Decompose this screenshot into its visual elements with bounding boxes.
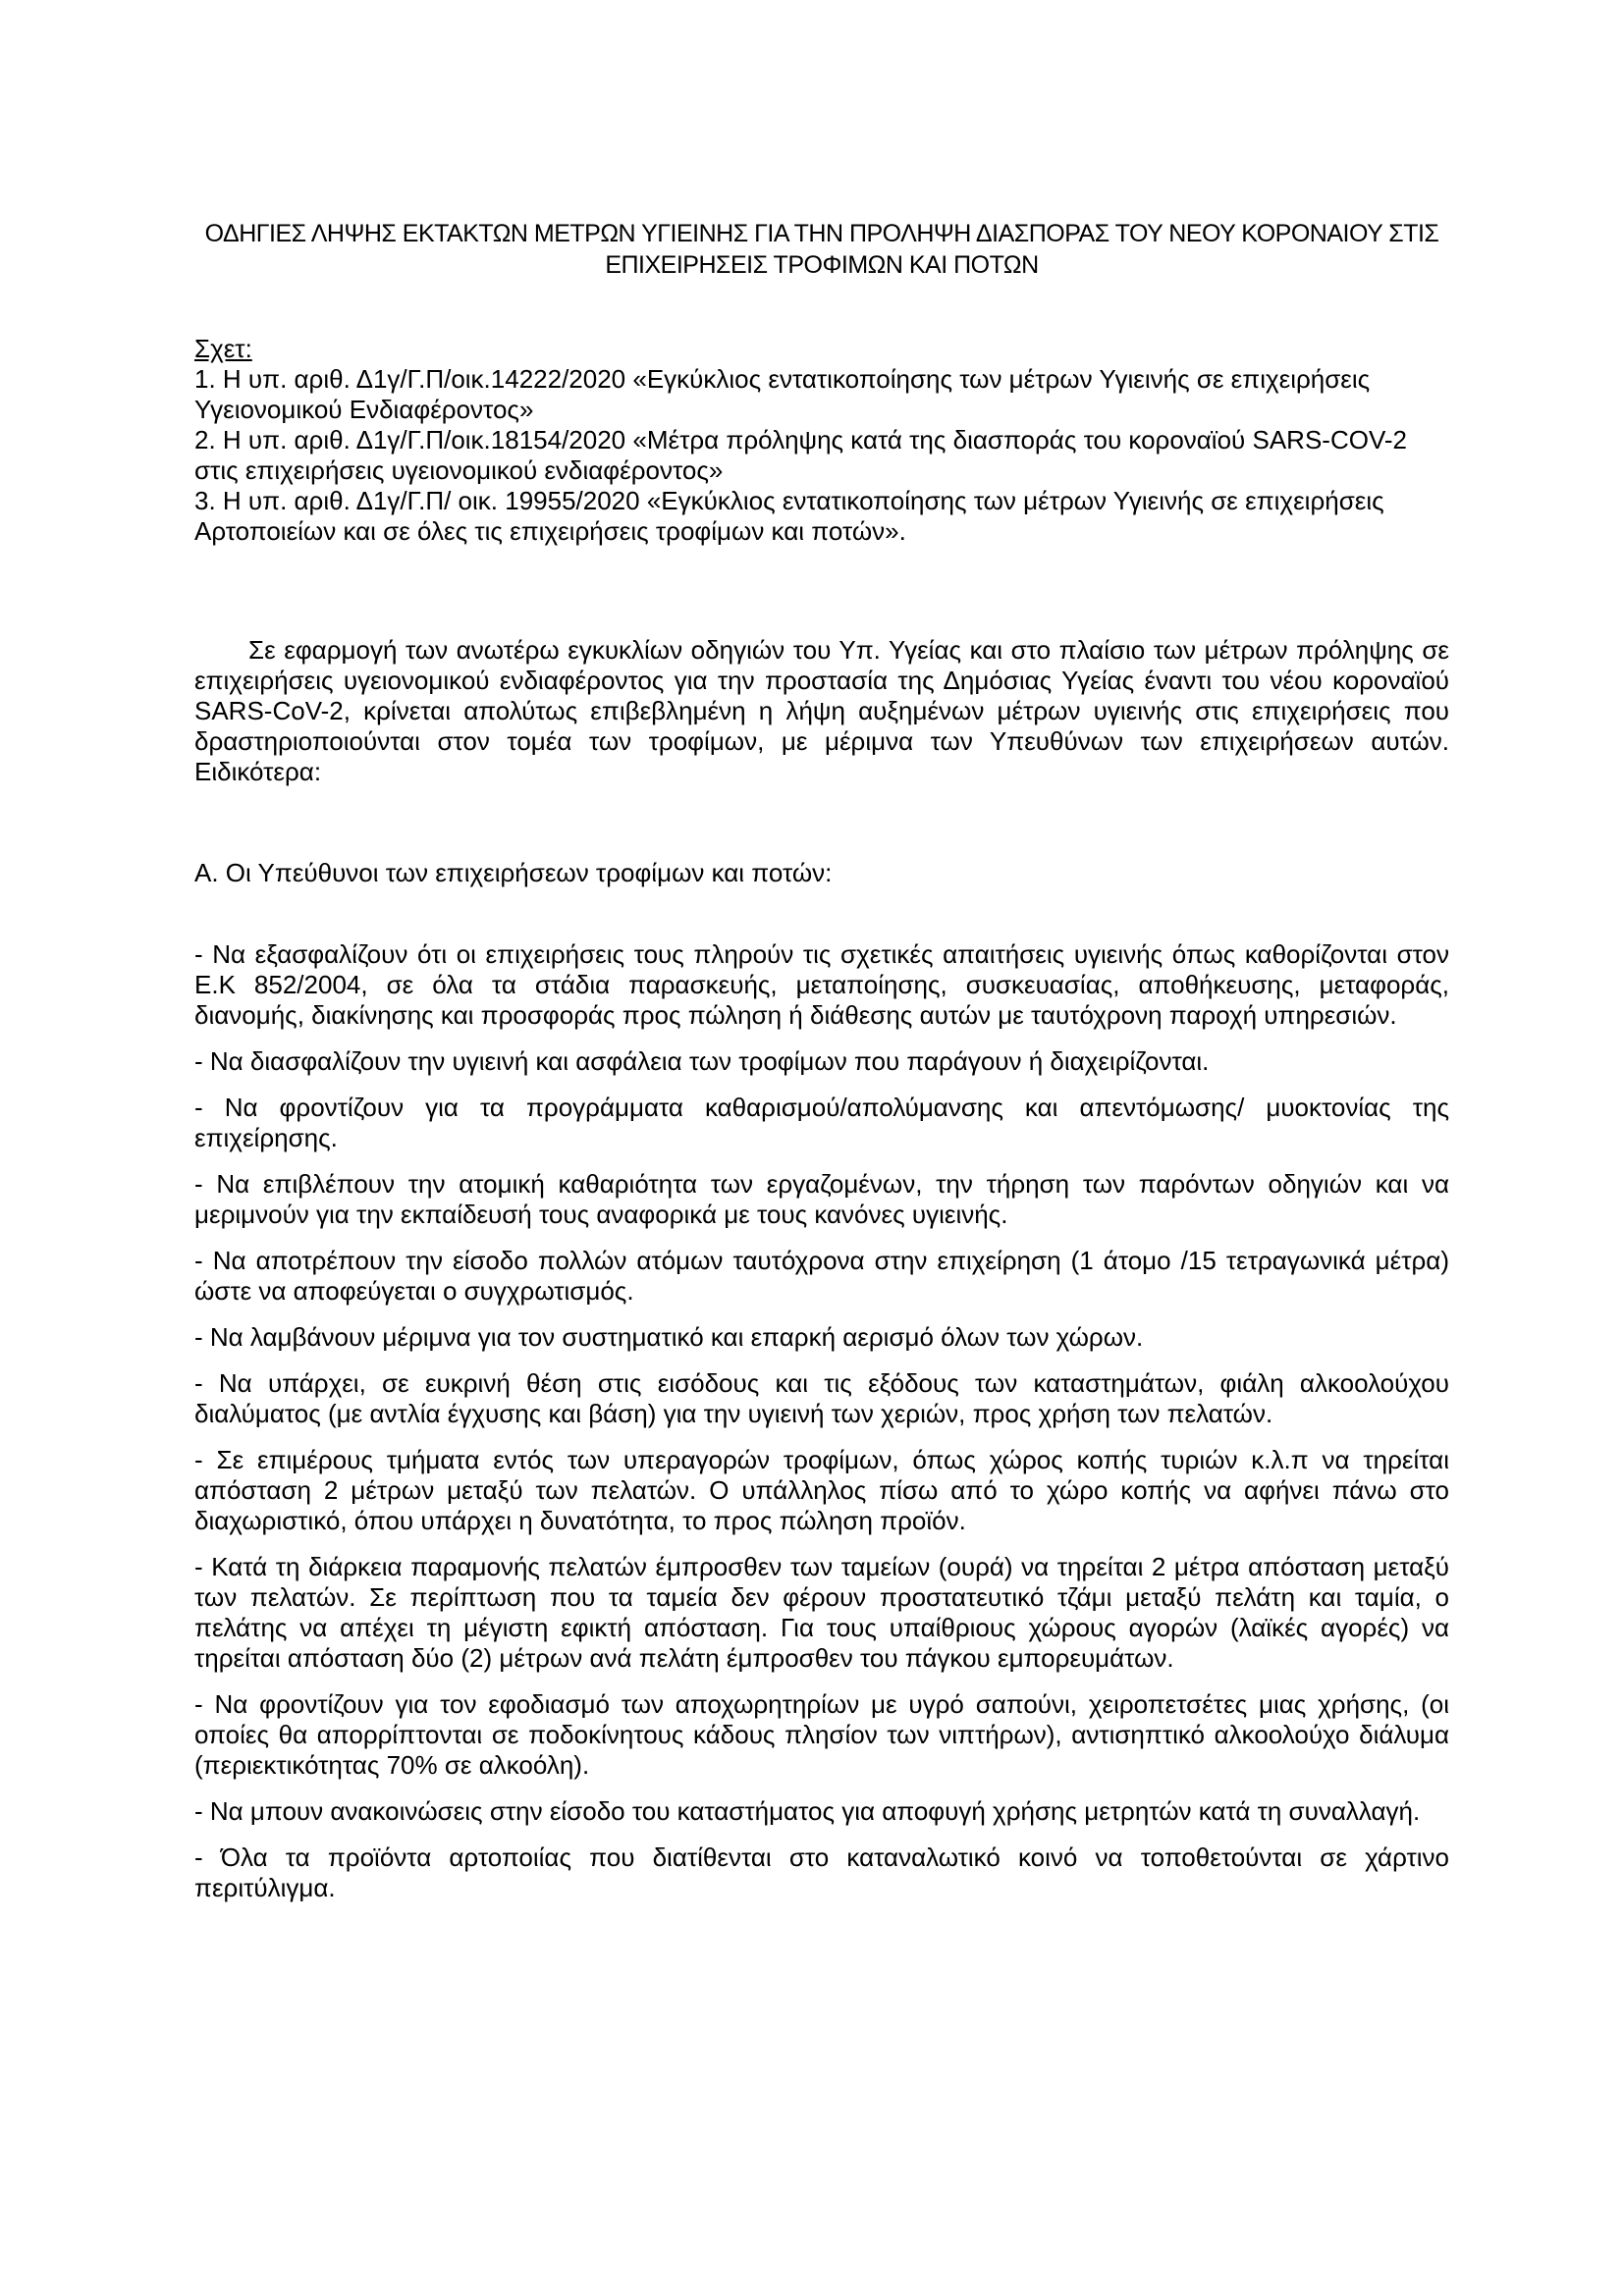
bullet-item: - Να λαμβάνουν μέριμνα για τον συστηματικό και επαρκή αερισμό όλων των χώρων.: [194, 1322, 1144, 1352]
section-a-heading: Α. Οι Υπεύθυνοι των επιχειρήσεων τροφίμων και ποτών:: [194, 858, 833, 887]
reference-item: 1. Η υπ. αριθ. Δ1γ/Γ.Π/οικ.14222/2020 «Εγκύκλιος εντατικοποίησης των μέτρων Υγιεινής σε επιχειρήσεις Υγειονομικού Ενδιαφέροντος»: [194, 364, 1371, 424]
bullet-item: - Όλα τα προϊόντα αρτοποιίας που διατίθενται στο καταναλωτικό κοινό να τοποθετούνται σε χάρτινο περιτύλιγμα.: [194, 1842, 1449, 1902]
bullet-item: - Να φροντίζουν για τον εφοδιασμό των αποχωρητηρίων με υγρό σαπούνι, χειροπετσέτες μιας χρήσης, (οι οποίες θα απορρίπτονται σε ποδοκίνητους κάδους πλησίον των νιπτήρων), αντισηπτικό αλκοολούχο διάλυμα (περιεκτικότητας 70% σε αλκοόλη).: [194, 1689, 1449, 1780]
bullet-item: - Να αποτρέπουν την είσοδο πολλών ατόμων ταυτόχρονα στην επιχείρηση (1 άτομο /15 τετραγωνικά μέτρα) ώστε να αποφεύγεται ο συγχρωτισμός.: [194, 1246, 1449, 1306]
bullet-item: - Να υπάρχει, σε ευκρινή θέση στις εισόδους και τις εξόδους των καταστημάτων, φιάλη αλκοολούχου διαλύματος (με αντλία έγχυσης και βάση) για την υγιεινή των χεριών, προς χρήση των πελατών.: [194, 1368, 1449, 1428]
bullet-item: - Σε επιμέρους τμήματα εντός των υπεραγορών τροφίμων, όπως χώρος κοπής τυριών κ.λ.π να τηρείται απόσταση 2 μέτρων μεταξύ των πελατών. Ο υπάλληλος πίσω από το χώρο κοπής να αφήνει πάνω στο διαχωριστικό, όπου υπάρχει η δυνατότητα, το προς πώληση προϊόν.: [194, 1445, 1449, 1535]
intro-paragraph: Σε εφαρμογή των ανωτέρω εγκυκλίων οδηγιών του Υπ. Υγείας και στο πλαίσιο των μέτρων πρόληψης σε επιχειρήσεις υγειονομικού ενδιαφέροντος για την προστασία της Δημόσιας Υγείας έναντι του νέου κοροναϊού SARS-CoV-2, κρίνεται απολύτως επιβεβλημένη η λήψη αυξημένων μέτρων υγιεινής στις επιχειρήσεις που δραστηριοποιούνται στον τομέα των τροφίμων, με μέριμνα των Υπευθύνων των επιχειρήσεων αυτών. Ειδικότερα:: [194, 635, 1449, 786]
bullet-item: - Κατά τη διάρκεια παραμονής πελατών έμπροσθεν των ταμείων (ουρά) να τηρείται 2 μέτρα απόσταση μεταξύ των πελατών. Σε περίπτωση που τα ταμεία δεν φέρουν προστατευτικό τζάμι μεταξύ πελάτη και ταμία, ο πελάτης να απέχει τη μέγιστη εφικτή απόσταση. Για τους υπαίθριους χώρους αγορών (λαϊκές αγορές) να τηρείται απόσταση δύο (2) μέτρων ανά πελάτη έμπροσθεν του πάγκου εμπορευμάτων.: [194, 1552, 1449, 1673]
references-label: Σχετ:: [194, 334, 252, 363]
bullet-item: - Να επιβλέπουν την ατομική καθαριότητα των εργαζομένων, την τήρηση των παρόντων οδηγιών και να μεριμνούν για την εκπαίδευσή τους αναφορικά με τους κανόνες υγιεινής.: [194, 1169, 1449, 1229]
document-title: ΟΔΗΓΙΕΣ ΛΗΨΗΣ ΕΚΤΑΚΤΩΝ ΜΕΤΡΩΝ ΥΓΙΕΙΝΗΣ ΓΙΑ ΤΗΝ ΠΡΟΛΗΨΗ ΔΙΑΣΠΟΡΑΣ ΤΟΥ ΝΕΟΥ ΚΟΡΟΝΑΙΟΥ ΣΤΙΣ ΕΠΙΧΕΙΡΗΣΕΙΣ ΤΡΟΦΙΜΩΝ ΚΑΙ ΠΟΤΩΝ: [204, 220, 1439, 279]
bullet-item: - Να διασφαλίζουν την υγιεινή και ασφάλεια των τροφίμων που παράγουν ή διαχειρίζονται.: [194, 1046, 1210, 1076]
reference-item: 2. Η υπ. αριθ. Δ1γ/Γ.Π/οικ.18154/2020 «Μέτρα πρόληψης κατά της διασποράς του κοροναϊού SARS-COV-2 στις επιχειρήσεις υγειονομικού ενδιαφέροντος»: [194, 425, 1407, 485]
bullet-item: - Να μπουν ανακοινώσεις στην είσοδο του καταστήματος για αποφυγή χρήσης μετρητών κατά τη συναλλαγή.: [194, 1796, 1421, 1826]
bullet-item: - Να φροντίζουν για τα προγράμματα καθαρισμού/απολύμανσης και απεντόμωσης/ μυοκτονίας της επιχείρησης.: [194, 1093, 1449, 1152]
section-a-bullet-list: [194, 939, 1449, 1903]
references-block: [194, 334, 1449, 547]
reference-item: 3. Η υπ. αριθ. Δ1γ/Γ.Π/ οικ. 19955/2020 «Εγκύκλιος εντατικοποίησης των μέτρων Υγιεινής σε επιχειρήσεις Αρτοποιείων και σε όλες τις επιχειρήσεις τροφίμων και ποτών».: [194, 486, 1384, 546]
bullet-item: - Να εξασφαλίζουν ότι οι επιχειρήσεις τους πληρούν τις σχετικές απαιτήσεις υγιεινής όπως καθορίζονται στον Ε.Κ 852/2004, σε όλα τα στάδια παρασκευής, μεταποίησης, συσκευασίας, αποθήκευσης, μεταφοράς, διανομής, διακίνησης και προσφοράς προς πώληση ή διάθεσης αυτών με ταυτόχρονη παροχή υπηρεσιών.: [194, 939, 1449, 1030]
